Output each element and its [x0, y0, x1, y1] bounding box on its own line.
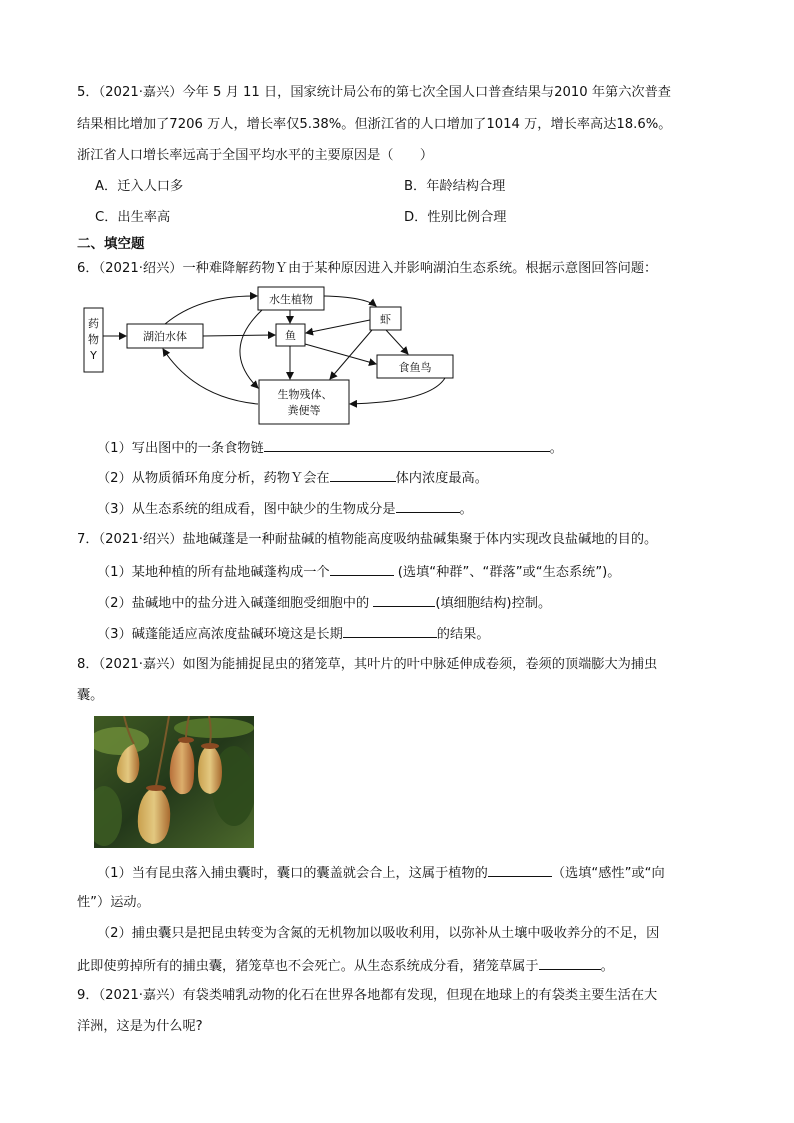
arrow-fish-to-bird: [305, 344, 376, 364]
q9-stem-line-1: 9．（2021·嘉兴）有袋类哺乳动物的化石在世界各地都有发现，但现在地球上的有袋类主要生活在大: [77, 988, 658, 1003]
q7-sub-3-end: 的结果。: [436, 627, 490, 642]
q7-sub-2-blank: [373, 592, 435, 607]
q6-sub-3-blank: [396, 498, 460, 513]
q5-option-d: D．性别比例合理: [404, 210, 507, 225]
q6-sub-2-end: 体内浓度最高。: [395, 471, 488, 486]
box-remains: [259, 380, 349, 424]
q7-sub-3-blank: [343, 623, 437, 638]
label-drug-2: 物: [88, 333, 99, 346]
pitcher-plant-photo: [94, 716, 254, 848]
q5-stem-line-1: 5．（2021·嘉兴）今年 5 月 11 日，国家统计局公布的第七次全国人口普查结果与2010 年第六次普查: [77, 85, 671, 100]
q8-sub-1-end: （选填“感性”或“向: [551, 866, 665, 881]
q6-sub-3-text: （3）从生态系统的组成看，图中缺少的生物成分是: [97, 502, 396, 517]
q8-sub-2-end: 。: [600, 959, 614, 974]
q6-sub-2-blank: [330, 467, 396, 482]
q7-sub-3-text: （3）碱蓬能适应高浓度盐碱环境这是长期: [97, 627, 343, 642]
q8-stem-line-2: 囊。: [77, 688, 104, 703]
q8-sub-1: [97, 862, 665, 884]
q5-stem-line-2: 结果相比增加了7206 万人，增长率仅5.38%。但浙江省的人口增加了1014 万，增长率高达18.6%。: [77, 117, 672, 132]
arrow-plant-to-shrimp: [324, 296, 376, 306]
q5-option-a: A．迁入人口多: [95, 179, 184, 194]
q6-sub-1-end: 。: [549, 441, 563, 456]
q6-sub-1-text: （1）写出图中的一条食物链: [97, 441, 264, 456]
q7-sub-3: [97, 623, 490, 645]
arrow-remains-to-lake: [163, 349, 258, 404]
q8-sub-2-line-2: [77, 955, 614, 977]
q8-sub-1-line-2: 性”）运动。: [77, 895, 150, 910]
q8-sub-2-blank: [539, 955, 601, 970]
label-lake-water: 湖泊水体: [143, 330, 187, 343]
q9-stem-line-2: 洋洲，这是为什么呢?: [77, 1019, 203, 1034]
q6-sub-2: [97, 467, 488, 489]
arrow-lake-to-fish: [203, 335, 275, 336]
label-remains-2: 粪便等: [287, 404, 321, 417]
q6-sub-3: [97, 498, 473, 520]
q5-option-c: C．出生率高: [95, 210, 171, 225]
q8-sub-2-line-1: （2）捕虫囊只是把昆虫转变为含氮的无机物加以吸收利用，以弥补从土壤中吸收养分的不足，因: [97, 926, 660, 941]
q8-sub-2-text: 此即使剪掉所有的捕虫囊，猪笼草也不会死亡。从生态系统成分看，猪笼草属于: [77, 959, 539, 974]
q8-stem-line-1: 8．（2021·嘉兴）如图为能捕捉昆虫的猪笼草，其叶片的叶中脉延伸成卷须，卷须的顶端膨大为捕虫: [77, 657, 658, 672]
q8-sub-1-text: （1）当有昆虫落入捕虫囊时，囊口的囊盖就会合上，这属于植物的: [97, 866, 488, 881]
label-fish: 鱼: [285, 329, 296, 342]
label-drug-3: Y: [90, 349, 97, 362]
arrow-shrimp-to-bird: [386, 330, 408, 354]
q5-stem-line-3: 浙江省人口增长率远高于全国平均水平的主要原因是（ ）: [77, 148, 434, 163]
q6-stem: 6．（2021·绍兴）一种难降解药物Ｙ由于某种原因进入并影响湖泊生态系统。根据示意图回答问题：: [77, 261, 658, 276]
q6-sub-3-end: 。: [459, 502, 473, 517]
q7-sub-1-end: (选填“种群”、“群落”或“生态系统”)。: [393, 565, 621, 580]
q7-sub-1-text: （1）某地种植的所有盐地碱蓬构成一个: [97, 565, 330, 580]
q6-sub-2-text: （2）从物质循环角度分析，药物Ｙ会在: [97, 471, 330, 486]
q7-sub-2-text: （2）盐碱地中的盐分进入碱蓬细胞受细胞中的: [97, 596, 374, 611]
q5-option-b: B．年龄结构合理: [404, 179, 506, 194]
label-shrimp: 虾: [380, 313, 391, 326]
arrow-bird-to-remains: [350, 378, 445, 404]
q7-stem: 7．（2021·绍兴）盐地碱蓬是一种耐盐碱的植物能高度吸纳盐碱集聚于体内实现改良盐碱地的目的。: [77, 532, 658, 547]
arrow-shrimp-to-remains: [330, 330, 372, 379]
section-heading-fill-blank: 二、填空题: [77, 236, 145, 252]
q8-sub-1-blank: [488, 862, 552, 877]
label-aquatic-plant: 水生植物: [269, 293, 313, 306]
q7-sub-2-end: (填细胞结构)控制。: [435, 596, 552, 611]
arrow-lake-to-plant: [165, 296, 257, 324]
label-drug-1: 药: [88, 317, 99, 330]
arrow-plant-to-remains: [240, 310, 262, 388]
q6-sub-1: [97, 437, 563, 459]
food-web-diagram: [0, 0, 794, 430]
label-remains-1: 生物残体、: [277, 388, 333, 401]
label-fish-eating-bird: 食鱼鸟: [398, 361, 432, 374]
q7-sub-1-blank: [330, 561, 394, 576]
q6-sub-1-blank: [264, 437, 550, 452]
q7-sub-1: [97, 561, 621, 583]
q7-sub-2: [97, 592, 551, 614]
arrow-shrimp-to-fish: [306, 320, 370, 333]
